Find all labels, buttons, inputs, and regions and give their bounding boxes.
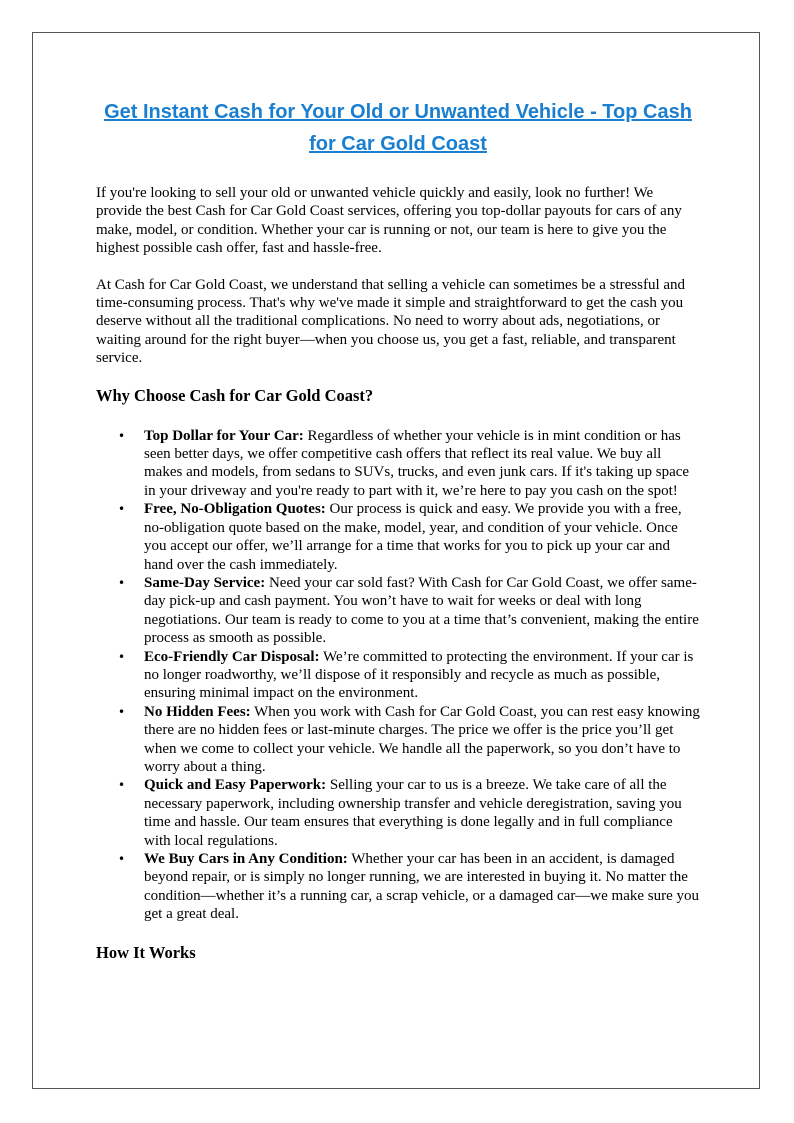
feature-text: Whether your car has been in an accident, is damaged beyond repair, or is simply no longer running, we are interested in buying it. No matter the condition—whether it’s a running car, a scrap vehicle, or a damaged car—we make sure you get a great deal. xyxy=(144,851,700,923)
feature-title: Top Dollar for Your Car: xyxy=(144,427,304,444)
document-title-link[interactable]: Get Instant Cash for Your Old or Unwanted Vehicle - Top Cash for Car Gold Coast xyxy=(104,101,692,155)
bullet-icon: • xyxy=(118,778,126,793)
feature-text: Regardless of whether your vehicle is in mint condition or has seen better days, we offer competitive cash offers that reflect its real value. We buy all makes and models, from sedans to SUVs, trucks, and even junk cars. If it's taking up space in your driveway and you're ready to part with it, we’re here to pay you cash on the spot! xyxy=(144,427,690,499)
feature-list-item xyxy=(96,648,700,703)
bullet-icon: • xyxy=(118,502,126,517)
bullet-icon: • xyxy=(118,575,126,590)
feature-list-item xyxy=(96,776,700,850)
feature-title: Same-Day Service: xyxy=(144,574,266,591)
feature-text: We’re committed to protecting the environment. If your car is no longer roadworthy, we’ll dispose of it responsibly and recycle as much as possible, ensuring minimal impact on the environment. xyxy=(144,648,694,702)
feature-list-item xyxy=(96,427,700,501)
feature-title: Quick and Easy Paperwork: xyxy=(144,777,327,794)
feature-text: When you work with Cash for Car Gold Coast, you can rest easy knowing there are no hidden fees or last-minute charges. The price we offer is the price you’ll get when we come to collect your vehicle. We handle all the paperwork, so you don’t have to worry about a thing. xyxy=(144,703,700,775)
feature-title: We Buy Cars in Any Condition: xyxy=(144,851,348,867)
feature-text: Need your car sold fast? With Cash for Car Gold Coast, we offer same-day pick-up and cash payment. You won’t have to wait for weeks or deal with long negotiations. Our team is ready to come to you at a time that’s convenient, making the entire process as smooth as possible. xyxy=(144,574,699,647)
document-title xyxy=(96,96,700,160)
intro-paragraph: If you're looking to sell your old or unwanted vehicle quickly and easily, look no further! We provide the best Cash for Car Gold Coast services, offering you top-dollar payouts for cars of any make, model, or condition. Whether your car is running or not, our team is here to give you the highest possible cash offer, fast and hassle-free. xyxy=(96,185,682,257)
why-choose-heading: Why Choose Cash for Car Gold Coast? xyxy=(96,385,374,405)
feature-title: Free, No-Obligation Quotes: xyxy=(144,501,326,518)
feature-list-item xyxy=(96,703,700,777)
feature-list-item xyxy=(96,850,700,924)
feature-list xyxy=(96,427,700,924)
bullet-icon: • xyxy=(118,852,126,866)
feature-title: Eco-Friendly Car Disposal: xyxy=(144,648,320,665)
bullet-icon: • xyxy=(118,428,126,443)
how-it-works-heading: How It Works xyxy=(96,942,196,962)
feature-title: No Hidden Fees: xyxy=(144,703,251,720)
feature-list-item xyxy=(96,574,700,648)
feature-text: Selling your car to us is a breeze. We take care of all the necessary paperwork, including ownership transfer and vehicle deregistration, saving you time and hassle. Our team ensures that everything is done legally and in full compliance with local regulations. xyxy=(144,777,682,849)
bullet-icon: • xyxy=(118,649,126,664)
bullet-icon: • xyxy=(118,704,126,719)
document-body xyxy=(96,96,700,963)
feature-text: Our process is quick and easy. We provide you with a free, no-obligation quote based on the make, model, year, and condition of your vehicle. Once you accept our offer, we’ll arrange for a time that works for you to pick up your car and hand over the cash immediately. xyxy=(144,501,682,573)
feature-list-item xyxy=(96,500,700,574)
intro-paragraph: At Cash for Car Gold Coast, we understand that selling a vehicle can sometimes be a stressful and time-consuming process. That's why we've made it simple and straightforward to get the cash you deserve without all the traditional complications. No need to worry about ads, negotiations, or waiting around for the right buyer—when you choose us, you get a fast, reliable, and transparent service. xyxy=(96,276,686,367)
